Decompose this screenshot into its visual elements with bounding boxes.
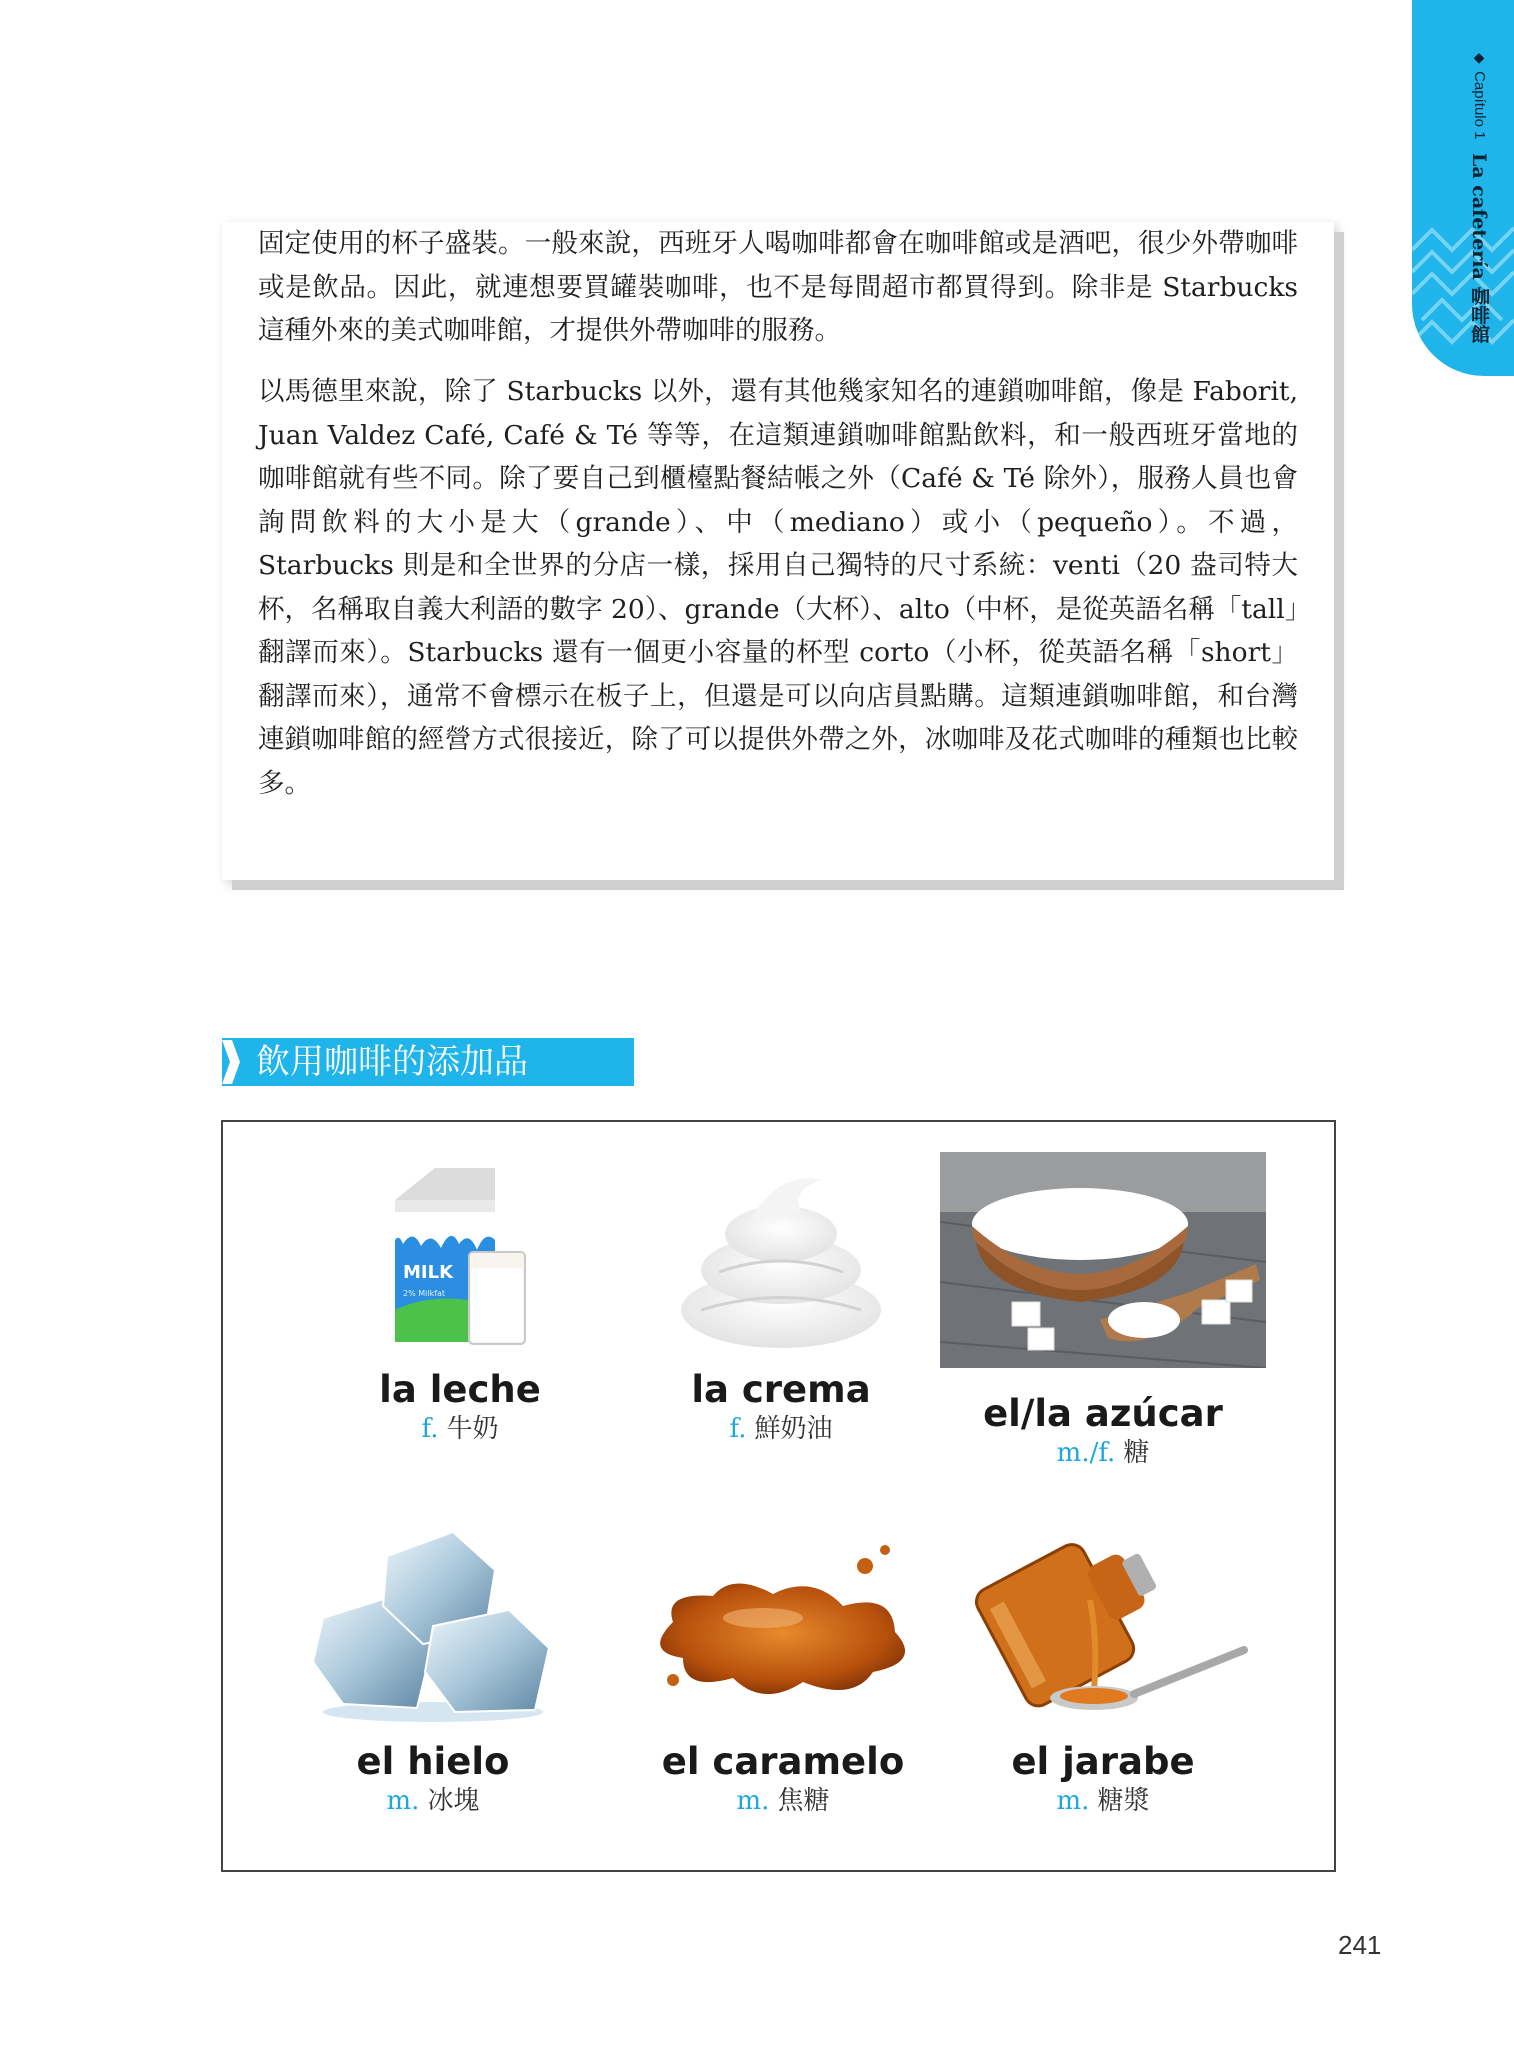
translation: 冰塊 [427, 1786, 480, 1816]
vocab-word: la crema [691, 1368, 871, 1411]
vocab-item [611, 1160, 951, 1446]
paragraph-2: 以馬德里來說，除了 Starbucks 以外，還有其他幾家知名的連鎖咖啡館，像是 Faborit, Juan Valdez Café, Café & Té 等等，在這類連鎖咖啡館點飲料，和一般西班牙當地的咖啡館就有些不同。除了要自己到櫃檯點餐結帳之外（Café & Té 除外），服務人員也會詢問飲料的大小是大（grande）、中（mediano）或小（pequeño）。不過，Starbucks 則是和全世界的分店一樣，採用自己獨特的尺寸系統：venti（20 盎司特大杯，名稱取自義大利語的數字 20）、grande（大杯）、alto（中杯，是從英語名稱「tall」翻譯而來）。Starbucks 還有一個更小容量的杯型 corto（小杯，從英語名稱「short」翻譯而來），通常不會標示在板子上，但還是可以向店員點購。這類連鎖咖啡館，和台灣連鎖咖啡館的經營方式很接近，除了可以提供外帶之外，冰咖啡及花式咖啡的種類也比較多。 [258, 376, 1298, 799]
info-text-box [222, 222, 1334, 880]
vocab-word: la leche [379, 1368, 541, 1411]
vocab-meaning [613, 1784, 953, 1818]
translation: 牛奶 [446, 1414, 499, 1444]
whipped-cream-icon [671, 1160, 891, 1350]
carton-sublabel: 2% Milkfat [403, 1289, 446, 1298]
ice-cubes-icon [313, 1522, 553, 1722]
gender-label: m./f. [1056, 1438, 1116, 1468]
vocab-item [290, 1160, 630, 1446]
vocab-meaning [263, 1784, 603, 1818]
section-heading: 飲用咖啡的添加品 [222, 1038, 634, 1086]
vocab-item [933, 1152, 1273, 1470]
gender-label: m. [1056, 1786, 1090, 1816]
chapter-label [1466, 50, 1493, 343]
vocab-meaning [611, 1412, 951, 1446]
caramel-icon [633, 1522, 933, 1722]
translation: 鮮奶油 [754, 1414, 833, 1444]
translation: 糖漿 [1097, 1786, 1150, 1816]
vocab-word: el hielo [356, 1740, 510, 1783]
gender-label: m. [386, 1786, 420, 1816]
vocab-word: el jarabe [1011, 1740, 1195, 1783]
sugar-bowl-icon [940, 1152, 1266, 1368]
carton-label: MILK [403, 1262, 454, 1283]
syrup-icon [958, 1522, 1248, 1722]
vocab-item [613, 1522, 953, 1818]
gender-label: m. [736, 1786, 770, 1816]
vocab-word: el caramelo [661, 1740, 905, 1783]
heading-arrow-icon [222, 1040, 240, 1084]
gender-label: f. [729, 1414, 747, 1444]
page-number: 241 [1338, 1930, 1382, 1960]
vocab-box [221, 1120, 1336, 1872]
vocab-word: el/la azúcar [983, 1392, 1223, 1435]
paragraph-1: 固定使用的杯子盛裝。一般來說，西班牙人喝咖啡都會在咖啡館或是酒吧，很少外帶咖啡或是飲品。因此，就連想要買罐裝咖啡，也不是每間超市都買得到。除非是 Starbucks 這種外來的美式咖啡館，才提供外帶咖啡的服務。 [258, 228, 1298, 346]
gender-label: f. [421, 1414, 439, 1444]
milk-icon [385, 1160, 535, 1350]
vocab-meaning [933, 1784, 1273, 1818]
translation: 焦糖 [777, 1786, 830, 1816]
chapter-pattern-icon [1412, 210, 1514, 376]
vocab-item [933, 1522, 1273, 1818]
vocab-item [263, 1522, 603, 1818]
chapter-tab [1412, 0, 1514, 376]
vocab-meaning [290, 1412, 630, 1446]
diamond-icon: ◆ [1471, 50, 1487, 66]
chapter-name: La cafetería 咖啡館 [1468, 152, 1490, 344]
chapter-number: Capítulo 1 [1471, 71, 1488, 140]
translation: 糖 [1123, 1438, 1150, 1468]
vocab-meaning [933, 1436, 1273, 1470]
